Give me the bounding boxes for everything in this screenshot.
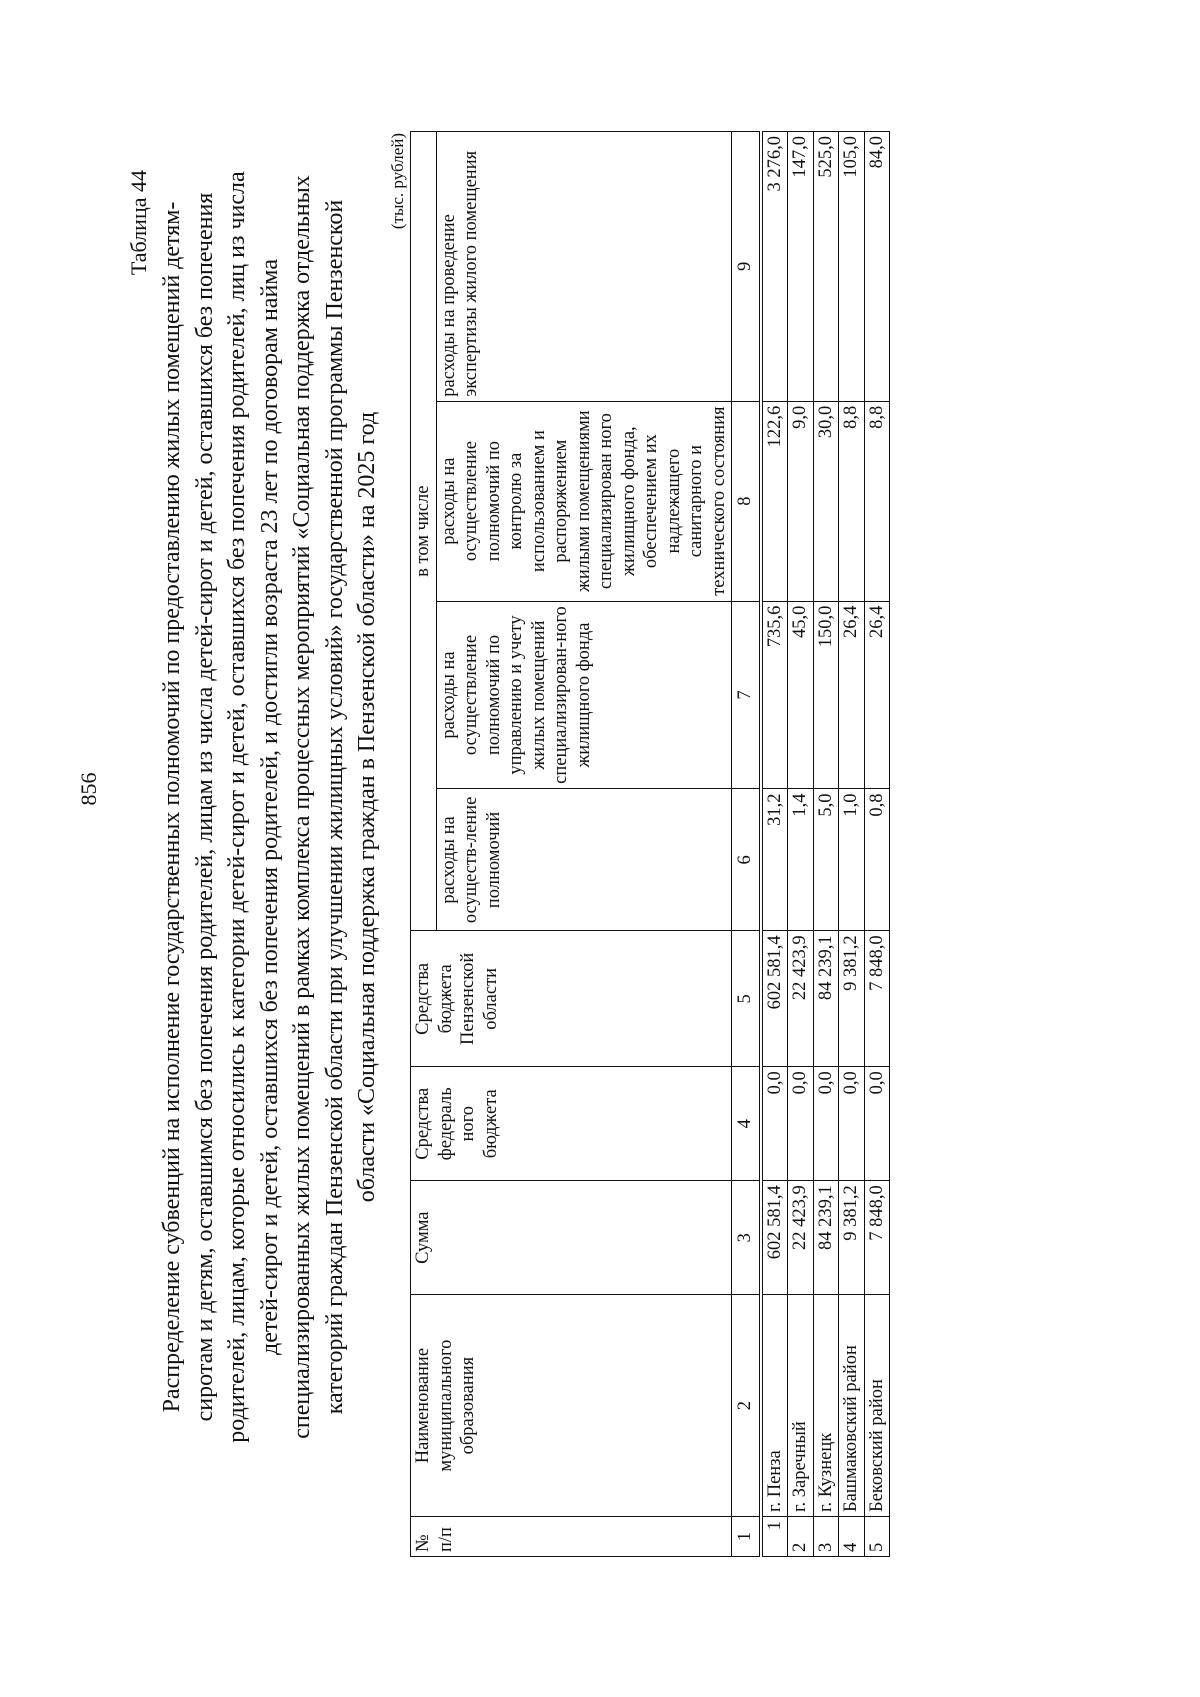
header-regional: Средства бюджета Пензенской области xyxy=(411,931,732,1067)
table-row xyxy=(788,132,814,1557)
table-row xyxy=(864,132,890,1557)
col9-cell: 147,0 xyxy=(788,132,814,402)
col9-cell: 105,0 xyxy=(839,132,865,402)
header-col8: расходы на осуществление полномочий по контролю за использованием и распоряжением жилыми помещениями специализирован ного жилищного фонда, обеспечением их надлежащего санитарного и технического состояния xyxy=(436,401,732,601)
regional-cell: 9 381,2 xyxy=(839,931,865,1067)
col7-cell: 26,4 xyxy=(839,601,865,789)
table-label: Таблица 44 xyxy=(126,170,151,276)
sum-cell: 7 848,0 xyxy=(864,1181,890,1295)
row-number: 4 xyxy=(839,1517,865,1557)
col7-cell: 45,0 xyxy=(788,601,814,789)
sum-cell: 9 381,2 xyxy=(839,1181,865,1295)
regional-cell: 7 848,0 xyxy=(864,931,890,1067)
column-index: 1 xyxy=(732,1517,761,1557)
col6-cell: 5,0 xyxy=(813,789,839,931)
subvention-table xyxy=(410,131,890,1557)
column-index-row xyxy=(732,132,761,1557)
federal-cell: 0,0 xyxy=(788,1067,814,1181)
col8-cell: 30,0 xyxy=(813,401,839,601)
col6-cell: 0,8 xyxy=(864,789,890,931)
municipality-name: Башмаковский район xyxy=(839,1295,865,1517)
sum-cell: 602 581,4 xyxy=(761,1181,788,1295)
header-col7: расходы на осуществление полномочий по управлению и учету жилых помещений специализирован-ного жилищного фонда xyxy=(436,601,732,789)
column-index: 5 xyxy=(732,931,761,1067)
col8-cell: 9,0 xyxy=(788,401,814,601)
col7-cell: 26,4 xyxy=(864,601,890,789)
column-index: 3 xyxy=(732,1181,761,1295)
header-no: № п/п xyxy=(411,1517,732,1557)
col8-cell: 122,6 xyxy=(761,401,788,601)
column-index: 6 xyxy=(732,789,761,931)
header-name: Наименование муниципального образования xyxy=(411,1295,732,1517)
regional-cell: 22 423,9 xyxy=(788,931,814,1067)
col7-cell: 150,0 xyxy=(813,601,839,789)
col6-cell: 31,2 xyxy=(761,789,788,931)
municipality-name: г. Пенза xyxy=(761,1295,788,1517)
sum-cell: 84 239,1 xyxy=(813,1181,839,1295)
col8-cell: 8,8 xyxy=(864,401,890,601)
column-index: 4 xyxy=(732,1067,761,1181)
row-number: 1 xyxy=(761,1517,788,1557)
regional-cell: 602 581,4 xyxy=(761,931,788,1067)
table-row xyxy=(839,132,865,1557)
header-col6: расходы на осуществ-ление полномочий xyxy=(436,789,732,931)
col6-cell: 1,4 xyxy=(788,789,814,931)
column-index: 9 xyxy=(732,132,761,402)
column-index: 7 xyxy=(732,601,761,789)
regional-cell: 84 239,1 xyxy=(813,931,839,1067)
header-row-1 xyxy=(411,132,437,1557)
row-number: 5 xyxy=(864,1517,890,1557)
municipality-name: Бековский район xyxy=(864,1295,890,1517)
col9-cell: 525,0 xyxy=(813,132,839,402)
federal-cell: 0,0 xyxy=(813,1067,839,1181)
col7-cell: 735,6 xyxy=(761,601,788,789)
column-index: 2 xyxy=(732,1295,761,1517)
federal-cell: 0,0 xyxy=(864,1067,890,1181)
municipality-name: г. Кузнецк xyxy=(813,1295,839,1517)
federal-cell: 0,0 xyxy=(839,1067,865,1181)
sum-cell: 22 423,9 xyxy=(788,1181,814,1295)
federal-cell: 0,0 xyxy=(761,1067,788,1181)
header-federal: Средства федераль ного бюджета xyxy=(411,1067,732,1181)
table-row xyxy=(761,132,788,1557)
col9-cell: 84,0 xyxy=(864,132,890,402)
table-row xyxy=(813,132,839,1557)
page-number: 856 xyxy=(76,772,101,806)
col9-cell: 3 276,0 xyxy=(761,132,788,402)
header-sum: Сумма xyxy=(411,1181,732,1295)
col8-cell: 8,8 xyxy=(839,401,865,601)
header-including: в том числе xyxy=(411,132,437,931)
row-number: 2 xyxy=(788,1517,814,1557)
units-note: (тыс. рублей) xyxy=(388,133,407,230)
header-col9: расходы на проведение экспертизы жилого помещения xyxy=(436,132,732,402)
municipality-name: г. Заречный xyxy=(788,1295,814,1517)
col6-cell: 1,0 xyxy=(839,789,865,931)
column-index: 8 xyxy=(732,401,761,601)
row-number: 3 xyxy=(813,1517,839,1557)
document-title: Распределение субвенций на исполнение государственных полномочий по предоставлению жилых помещений детям-сиротам и детям, оставшимся без попечения родителей, лицам из числа детей-сирот и детей, оставшихся без попечения родителей, лицам, которые относились к категории детей-сирот и детей, оставшихся без попечения родителей, лиц из числа детей-сирот и детей, оставшихся без попечения родителей, и достигли возраста 23 лет по договорам найма специализированных жилых помещений в рамках комплекса процессных мероприятий «Социальная поддержка отдельных категорий граждан Пензенской области при улучшении жилищных условий» государственной программы Пензенской области «Социальная поддержка граждан в Пензенской области» на 2025 год xyxy=(159,171,380,1443)
